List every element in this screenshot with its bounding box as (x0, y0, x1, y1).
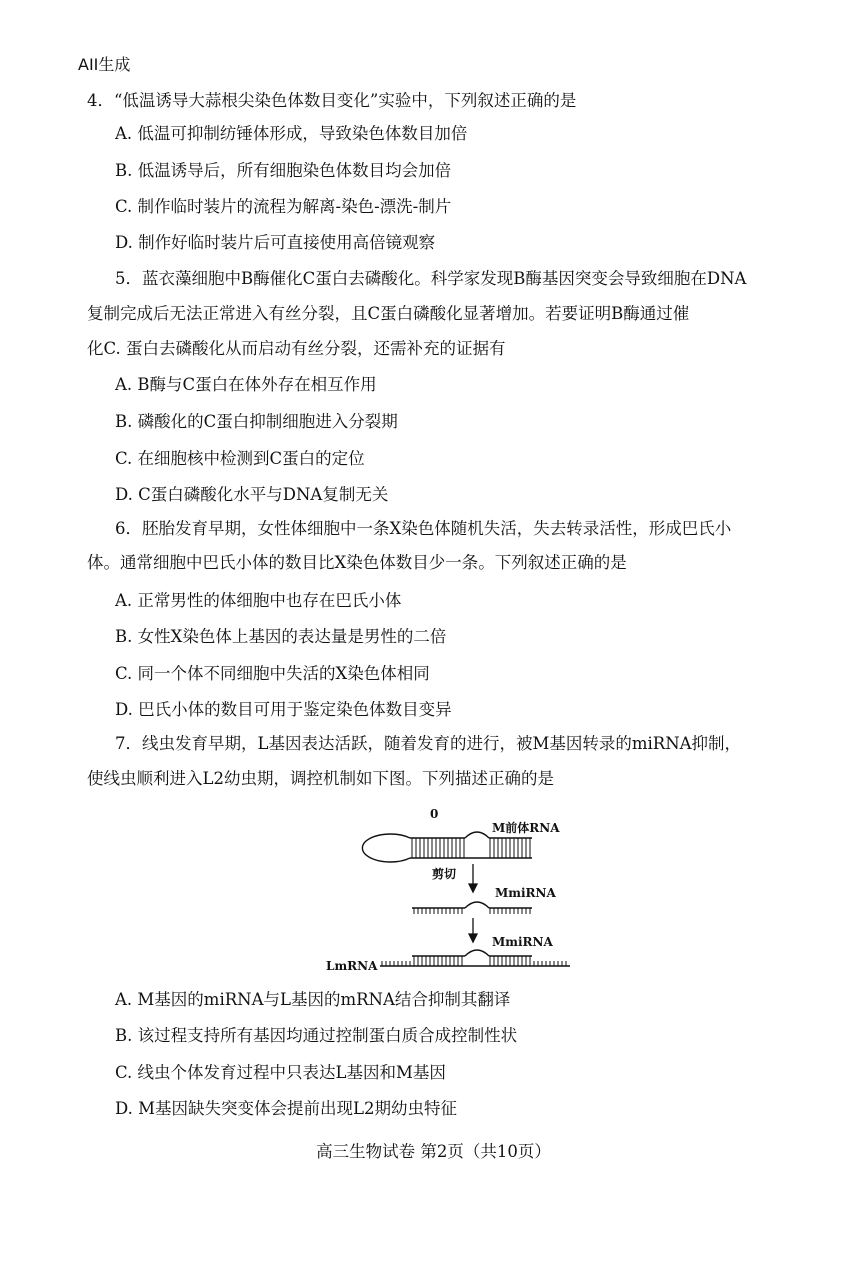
q5-option-a: A. B酶与C蛋白在体外存在相互作用 (115, 375, 377, 394)
q4-option-b: B. 低温诱导后，所有细胞染色体数目均会加倍 (115, 161, 452, 180)
lmrna-duplex (380, 950, 570, 966)
page-footer: 高三生物试卷 第2页（共10页） (316, 1142, 551, 1161)
q6-option-a: A. 正常男性的体细胞中也存在巴氏小体 (115, 591, 402, 610)
diagram-label-mirna-1: MmiRNA (495, 886, 556, 900)
mature-mirna (412, 902, 532, 914)
q6-option-b: B. 女性X染色体上基因的表达量是男性的二倍 (115, 627, 447, 646)
q5-option-c: C. 在细胞核中检测到C蛋白的定位 (115, 449, 365, 468)
q5-option-d: D. C蛋白磷酸化水平与DNA复制无关 (115, 485, 389, 504)
q5-stem-line-3: 化C. 蛋白去磷酸化从而启动有丝分裂，还需补充的证据有 (87, 339, 506, 358)
q7-stem-line-2: 使线虫顺利进入L2幼虫期，调控机制如下图。下列描述正确的是 (87, 769, 554, 788)
diagram-label-cut: 剪切 (432, 867, 457, 881)
q6-stem-line-1: 6．胚胎发育早期，女性体细胞中一条X染色体随机失活，失去转录活性，形成巴氏小 (115, 519, 732, 538)
arrow-cut (469, 864, 477, 892)
arrow-bind (469, 918, 477, 942)
diagram-label-lmrna: LmRNA (326, 959, 378, 973)
q5-option-b: B. 磷酸化的C蛋白抑制细胞进入分裂期 (115, 412, 398, 431)
q4-option-c: C. 制作临时装片的流程为解离-染色-漂洗-制片 (115, 197, 452, 216)
q7-stem-line-1: 7．线虫发育早期，L基因表达活跃，随着发育的进行，被M基因转录的miRNA抑制， (115, 734, 742, 753)
diagram-label-mirna-2: MmiRNA (492, 935, 553, 949)
q7-option-c: C. 线虫个体发育过程中只表达L基因和M基因 (115, 1063, 446, 1082)
q5-stem-line-1: 5．蓝衣藻细胞中B酶催化C蛋白去磷酸化。科学家发现B酶基因突变会导致细胞在DNA (115, 269, 747, 288)
q5-stem-line-2: 复制完成后无法正常进入有丝分裂，且C蛋白磷酸化显著增加。若要证明B酶通过催 (87, 304, 690, 323)
q4-option-d: D. 制作好临时装片后可直接使用高倍镜观察 (115, 233, 436, 252)
q6-stem-line-2: 体。通常细胞中巴氏小体的数目比X染色体数目少一条。下列叙述正确的是 (87, 553, 627, 572)
q6-option-d: D. 巴氏小体的数目可用于鉴定染色体数目变异 (115, 700, 452, 719)
mirna-regulation-diagram (320, 800, 580, 980)
diagram-label-zero: 0 (430, 807, 439, 821)
diagram-label-precursor: M前体RNA (492, 821, 560, 835)
q4-option-a: A. 低温可抑制纺锤体形成，导致染色体数目加倍 (115, 124, 468, 143)
q6-option-c: C. 同一个体不同细胞中失活的X染色体相同 (115, 664, 430, 683)
q4-stem-line-1: 4．“低温诱导大蒜根尖染色体数目变化”实验中，下列叙述正确的是 (87, 91, 577, 110)
q7-option-a: A. M基因的miRNA与L基因的mRNA结合抑制其翻译 (115, 990, 511, 1009)
precursor-rna-hairpin (362, 832, 532, 862)
q7-option-b: B. 该过程支持所有基因均通过控制蛋白质合成控制性状 (115, 1026, 518, 1045)
q7-option-d: D. M基因缺失突变体会提前出现L2期幼虫特征 (115, 1099, 457, 1118)
header-mark: AII生成 (78, 55, 131, 74)
